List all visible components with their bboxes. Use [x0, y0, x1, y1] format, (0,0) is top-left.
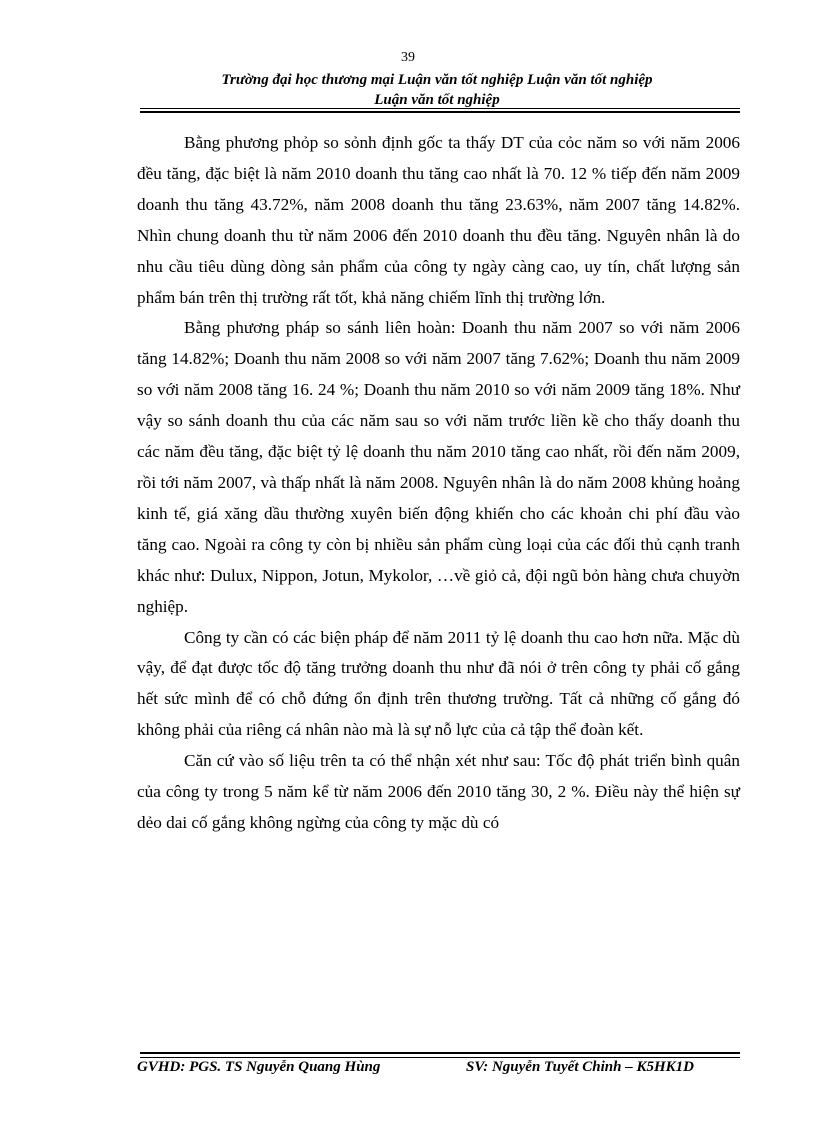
footer-rule-thick [140, 1052, 740, 1054]
paragraph-4: Căn cứ vào số liệu trên ta có thể nhận xét như sau: Tốc độ phát triển bình quân của công ty trong 5 năm kể từ năm 2006 đến 2010 tăng 30, 2 %. Điều này thể hiện sự dẻo dai cố gắng không ngừng của công ty mặc dù có [137, 751, 740, 832]
paragraph-1: Bằng phương phỏp so sỏnh định gốc ta thấy DT của cỏc năm so với năm 2006 đều tăng, đặc biệt là năm 2010 doanh thu tăng cao nhất là 70. 12 % tiếp đến năm 2009 doanh thu tăng 43.72%, năm 2008 doanh thu tăng 23.63%, năm 2007 tăng 14.82%. Nhìn chung doanh thu từ năm 2006 đến 2010 doanh thu đều tăng. Nguyên nhân là do nhu cầu tiêu dùng dòng sản phẩm của công ty ngày càng cao, uy tín, chất lượng sản phẩm bán trên thị trường rất tốt, khả năng chiếm lĩnh thị trường lớn. [137, 133, 740, 307]
header-line-1: Trường đại học thương mại Luận văn tốt nghiệp Luận văn tốt nghiệp [221, 72, 653, 88]
paragraph-2: Bằng phương pháp so sánh liên hoàn: Doanh thu năm 2007 so với năm 2006 tăng 14.82%; Doanh thu năm 2008 so với năm 2007 tăng 7.62%; Doanh thu năm 2009 so với năm 2008 tăng 16. 24 %; Doanh thu năm 2010 so với năm 2009 tăng 18%. Như vậy so sánh doanh thu của các năm sau so với năm trước liền kề cho thấy doanh thu các năm đều tăng, đặc biệt tỷ lệ doanh thu năm 2010 tăng cao nhất, rồi đến năm 2009, rồi tới năm 2007, và thấp nhất là năm 2008. Nguyên nhân là do năm 2008 khủng hoảng kinh tế, giá xăng dầu thường xuyên biến động khiến cho các khoản chi phí đầu vào tăng cao. Ngoài ra công ty còn bị nhiều sản phẩm cùng loại của các đối thủ cạnh tranh khác như: Dulux, Nippon, Jotun, Mykolor, …về giỏ cả, đội ngũ bỏn hàng chưa chuyờn nghiệp. [137, 318, 740, 616]
paragraph-3: Công ty cần có các biện pháp để năm 2011 tỷ lệ doanh thu cao hơn nữa. Mặc dù vậy, để đạt được tốc độ tăng trưởng doanh thu như đã nói ở trên công ty phải cố gắng hết sức mình để có chỗ đứng ổn định trên thương trường. Tất cả những cố gắng đó không phải của riêng cá nhân nào mà là sự nỗ lực của cả tập thể đoàn kết. [137, 627, 740, 740]
footer-student: SV: Nguyễn Tuyết Chinh – K5HK1D [466, 1059, 694, 1075]
header-rule-thin [140, 108, 740, 109]
header-rule-thick [140, 111, 740, 113]
page-header [130, 70, 744, 110]
footer-supervisor: GVHD: PGS. TS Nguyễn Quang Hùng [137, 1059, 381, 1075]
page-number: 39 [401, 50, 415, 65]
footer-rule-thin [140, 1057, 740, 1058]
document-body [137, 128, 740, 839]
header-line-2: Luận văn tốt nghiệp [374, 92, 500, 108]
